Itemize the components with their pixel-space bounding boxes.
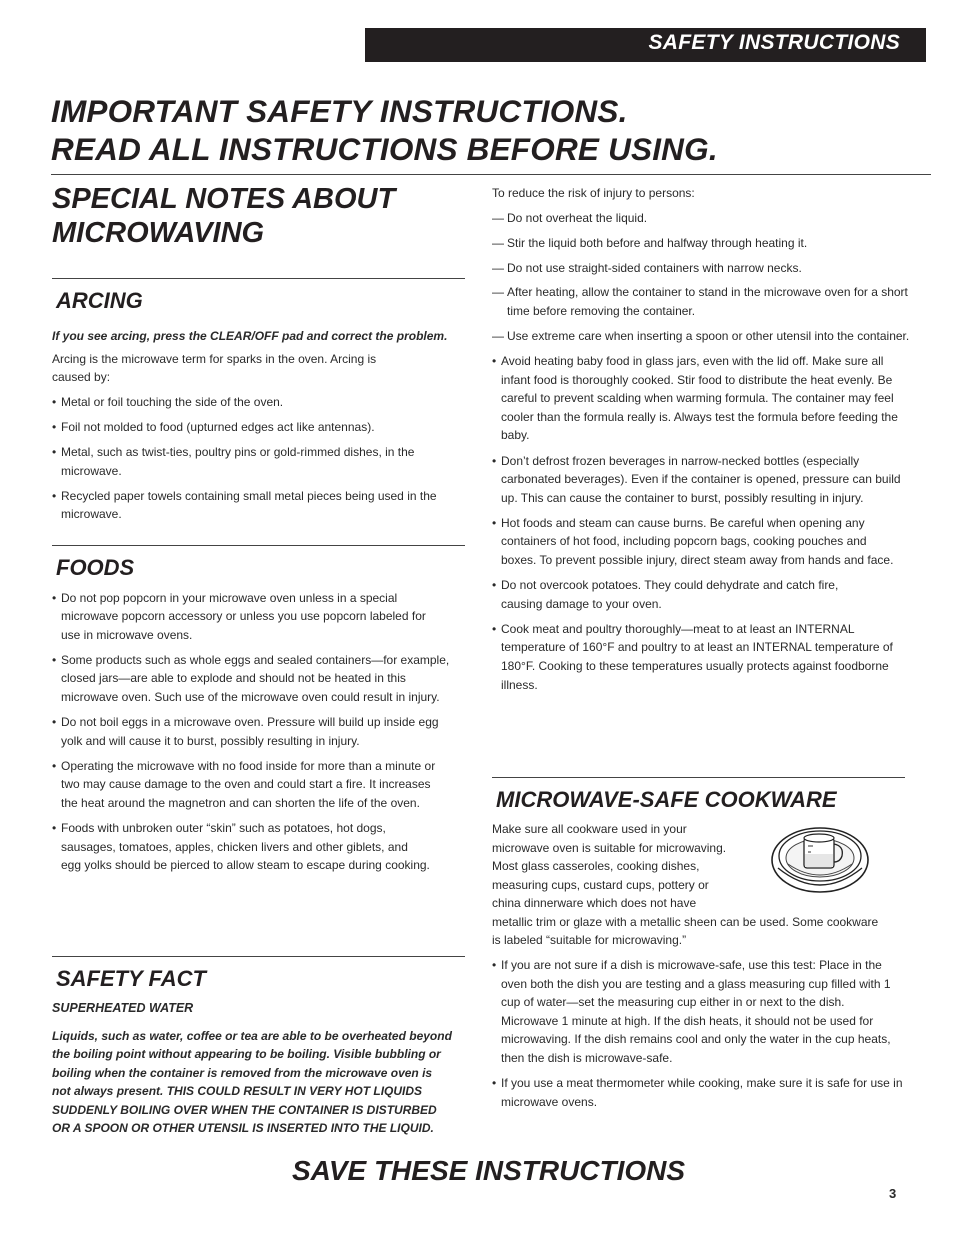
arcing-section [52, 278, 465, 524]
cookware-section [492, 777, 905, 1111]
safety-fact-section [52, 956, 465, 1138]
foods-list [52, 589, 458, 875]
list-item: • Don’t defrost frozen beverages in narrow-necked bottles (especially carbonated beverages). Even if the container is opened, pressure can build up. This can cause the container to burst, possibly resulting in injury. [492, 452, 907, 508]
list-item: — Stir the liquid both before and halfway through heating it. [492, 234, 912, 253]
header-bar [365, 28, 926, 62]
title-divider [51, 174, 931, 175]
list-item: • Metal, such as twist-ties, poultry pins or gold-rimmed dishes, in the microwave. [52, 443, 431, 480]
special-notes-line-2: MICROWAVING [52, 217, 265, 249]
list-item: • Foil not molded to food (upturned edges act like antennas). [52, 418, 452, 437]
list-item: — After heating, allow the container to stand in the microwave oven for a short time before removing the container. [492, 283, 912, 320]
casserole-dish-icon [770, 824, 870, 896]
cookware-list [492, 956, 905, 1111]
list-item: • Metal or foil touching the side of the oven. [52, 393, 452, 412]
arcing-lead: If you see arcing, press the CLEAR/OFF pad and correct the problem. [52, 329, 448, 343]
list-item: • Recycled paper towels containing small metal pieces being used in the microwave. [52, 487, 452, 524]
arcing-list [52, 393, 452, 524]
list-item: • Operating the microwave with no food inside for more than a minute or two may cause damage to the oven and could start a fire. It increases the heat around the magnetron and can shorten the life of the oven. [52, 757, 436, 813]
safety-fact-heading: SAFETY FACT [56, 966, 206, 991]
cookware-intro-text: Make sure all cookware used in your microwave oven is suitable for microwaving. Most glass casseroles, cooking dishes, measuring cups, custard cups, pottery or china dinnerware which does not have metallic trim or glaze with a metallic sheen can be used. Some cookware is labeled “suitable for microwaving.” [492, 822, 879, 947]
liquid-precautions-list [492, 209, 912, 346]
list-item: • If you are not sure if a dish is microwave-safe, use this test: Place in the oven both the dish you are testing and a glass measuring cup filled with 1 cup of water—set the measuring cup either in or next to the dish. Microwave 1 minute at high. If the dish heats, it should not be used for microwaving. If the dish remains cool and only the water in the cup heats, then the dish is microwave-safe. [492, 956, 896, 1068]
header-label: SAFETY INSTRUCTIONS [648, 31, 900, 54]
list-item: — Use extreme care when inserting a spoon or other utensil into the container. [492, 327, 912, 346]
list-item: • Hot foods and steam can cause burns. Be careful when opening any containers of hot food, including popcorn bags, cooking pouches and boxes. To prevent possible injury, direct steam away from hands and face. [492, 514, 901, 570]
list-item: — Do not use straight-sided containers with narrow necks. [492, 259, 912, 278]
page-title-line-2: READ ALL INSTRUCTIONS BEFORE USING. [51, 131, 718, 167]
cookware-intro-wrap [492, 820, 905, 950]
right-column [492, 176, 912, 1109]
left-column [52, 176, 465, 1135]
page-number: 3 [889, 1186, 897, 1201]
injury-intro: To reduce the risk of injury to persons: [492, 186, 695, 200]
list-item: — Do not overheat the liquid. [492, 209, 912, 228]
list-item: • Foods with unbroken outer “skin” such as potatoes, hot dogs, sausages, tomatoes, apples, chicken livers and other giblets, and egg yolks should be pierced to allow steam to escape during cooking. [52, 819, 431, 875]
list-item: • If you use a meat thermometer while cooking, make sure it is safe for use in microwave ovens. [492, 1074, 905, 1111]
food-safety-list [492, 352, 907, 694]
list-item: • Do not boil eggs in a microwave oven. Pressure will build up inside egg yolk and will cause it to burst, possibly resulting in injury. [52, 713, 458, 750]
list-item: • Do not pop popcorn in your microwave oven unless in a special microwave popcorn accessory or unless you use popcorn labeled for use in microwave ovens. [52, 589, 446, 645]
list-item: • Some products such as whole eggs and sealed containers—for example, closed jars—are able to explode and should not be heated in this microwave oven. Such use of the microwave oven could result in injury. [52, 651, 458, 707]
superheated-water-subheading: SUPERHEATED WATER [52, 1001, 194, 1015]
superheated-water-body: Liquids, such as water, coffee or tea are able to be overheated beyond the boiling point without appearing to be boiling. Visible bubbling or boiling when the container is removed from the microwave oven is not always present. THIS COULD RESULT IN VERY HOT LIQUIDS SUDDENLY BOILING OVER WHEN THE CONTAINER IS DISTURBED OR A SPOON OR OTHER UTENSIL IS INSERTED INTO THE LIQUID. [52, 1028, 452, 1135]
list-item: • Do not overcook potatoes. They could dehydrate and catch fire, causing damage to your oven. [492, 576, 871, 613]
special-notes-heading [52, 182, 465, 250]
list-item: • Avoid heating baby food in glass jars, even with the lid off. Make sure all infant food is thoroughly cooked. Stir food to distribute the heat evenly. Be careful to prevent scalding when warming formula. The container may feel cooler than the formula really is. Always test the formula before feeding the baby. [492, 352, 907, 445]
special-notes-line-1: SPECIAL NOTES ABOUT [52, 183, 396, 215]
page-title-line-1: IMPORTANT SAFETY INSTRUCTIONS. [51, 93, 628, 129]
list-item: • Cook meat and poultry thoroughly—meat to at least an INTERNAL temperature of 160°F and poultry to at least an INTERNAL temperature of 180°F. Cooking to these temperatures usually protects against foodborne illness. [492, 620, 907, 694]
foods-heading: FOODS [56, 555, 135, 580]
save-instructions-footer: SAVE THESE INSTRUCTIONS [292, 1155, 686, 1186]
page-title [51, 92, 931, 168]
arcing-intro: Arcing is the microwave term for sparks in the oven. Arcing is caused by: [52, 351, 377, 384]
foods-section [52, 545, 465, 875]
cookware-heading: MICROWAVE-SAFE COOKWARE [496, 787, 837, 812]
arcing-heading: ARCING [56, 288, 143, 313]
